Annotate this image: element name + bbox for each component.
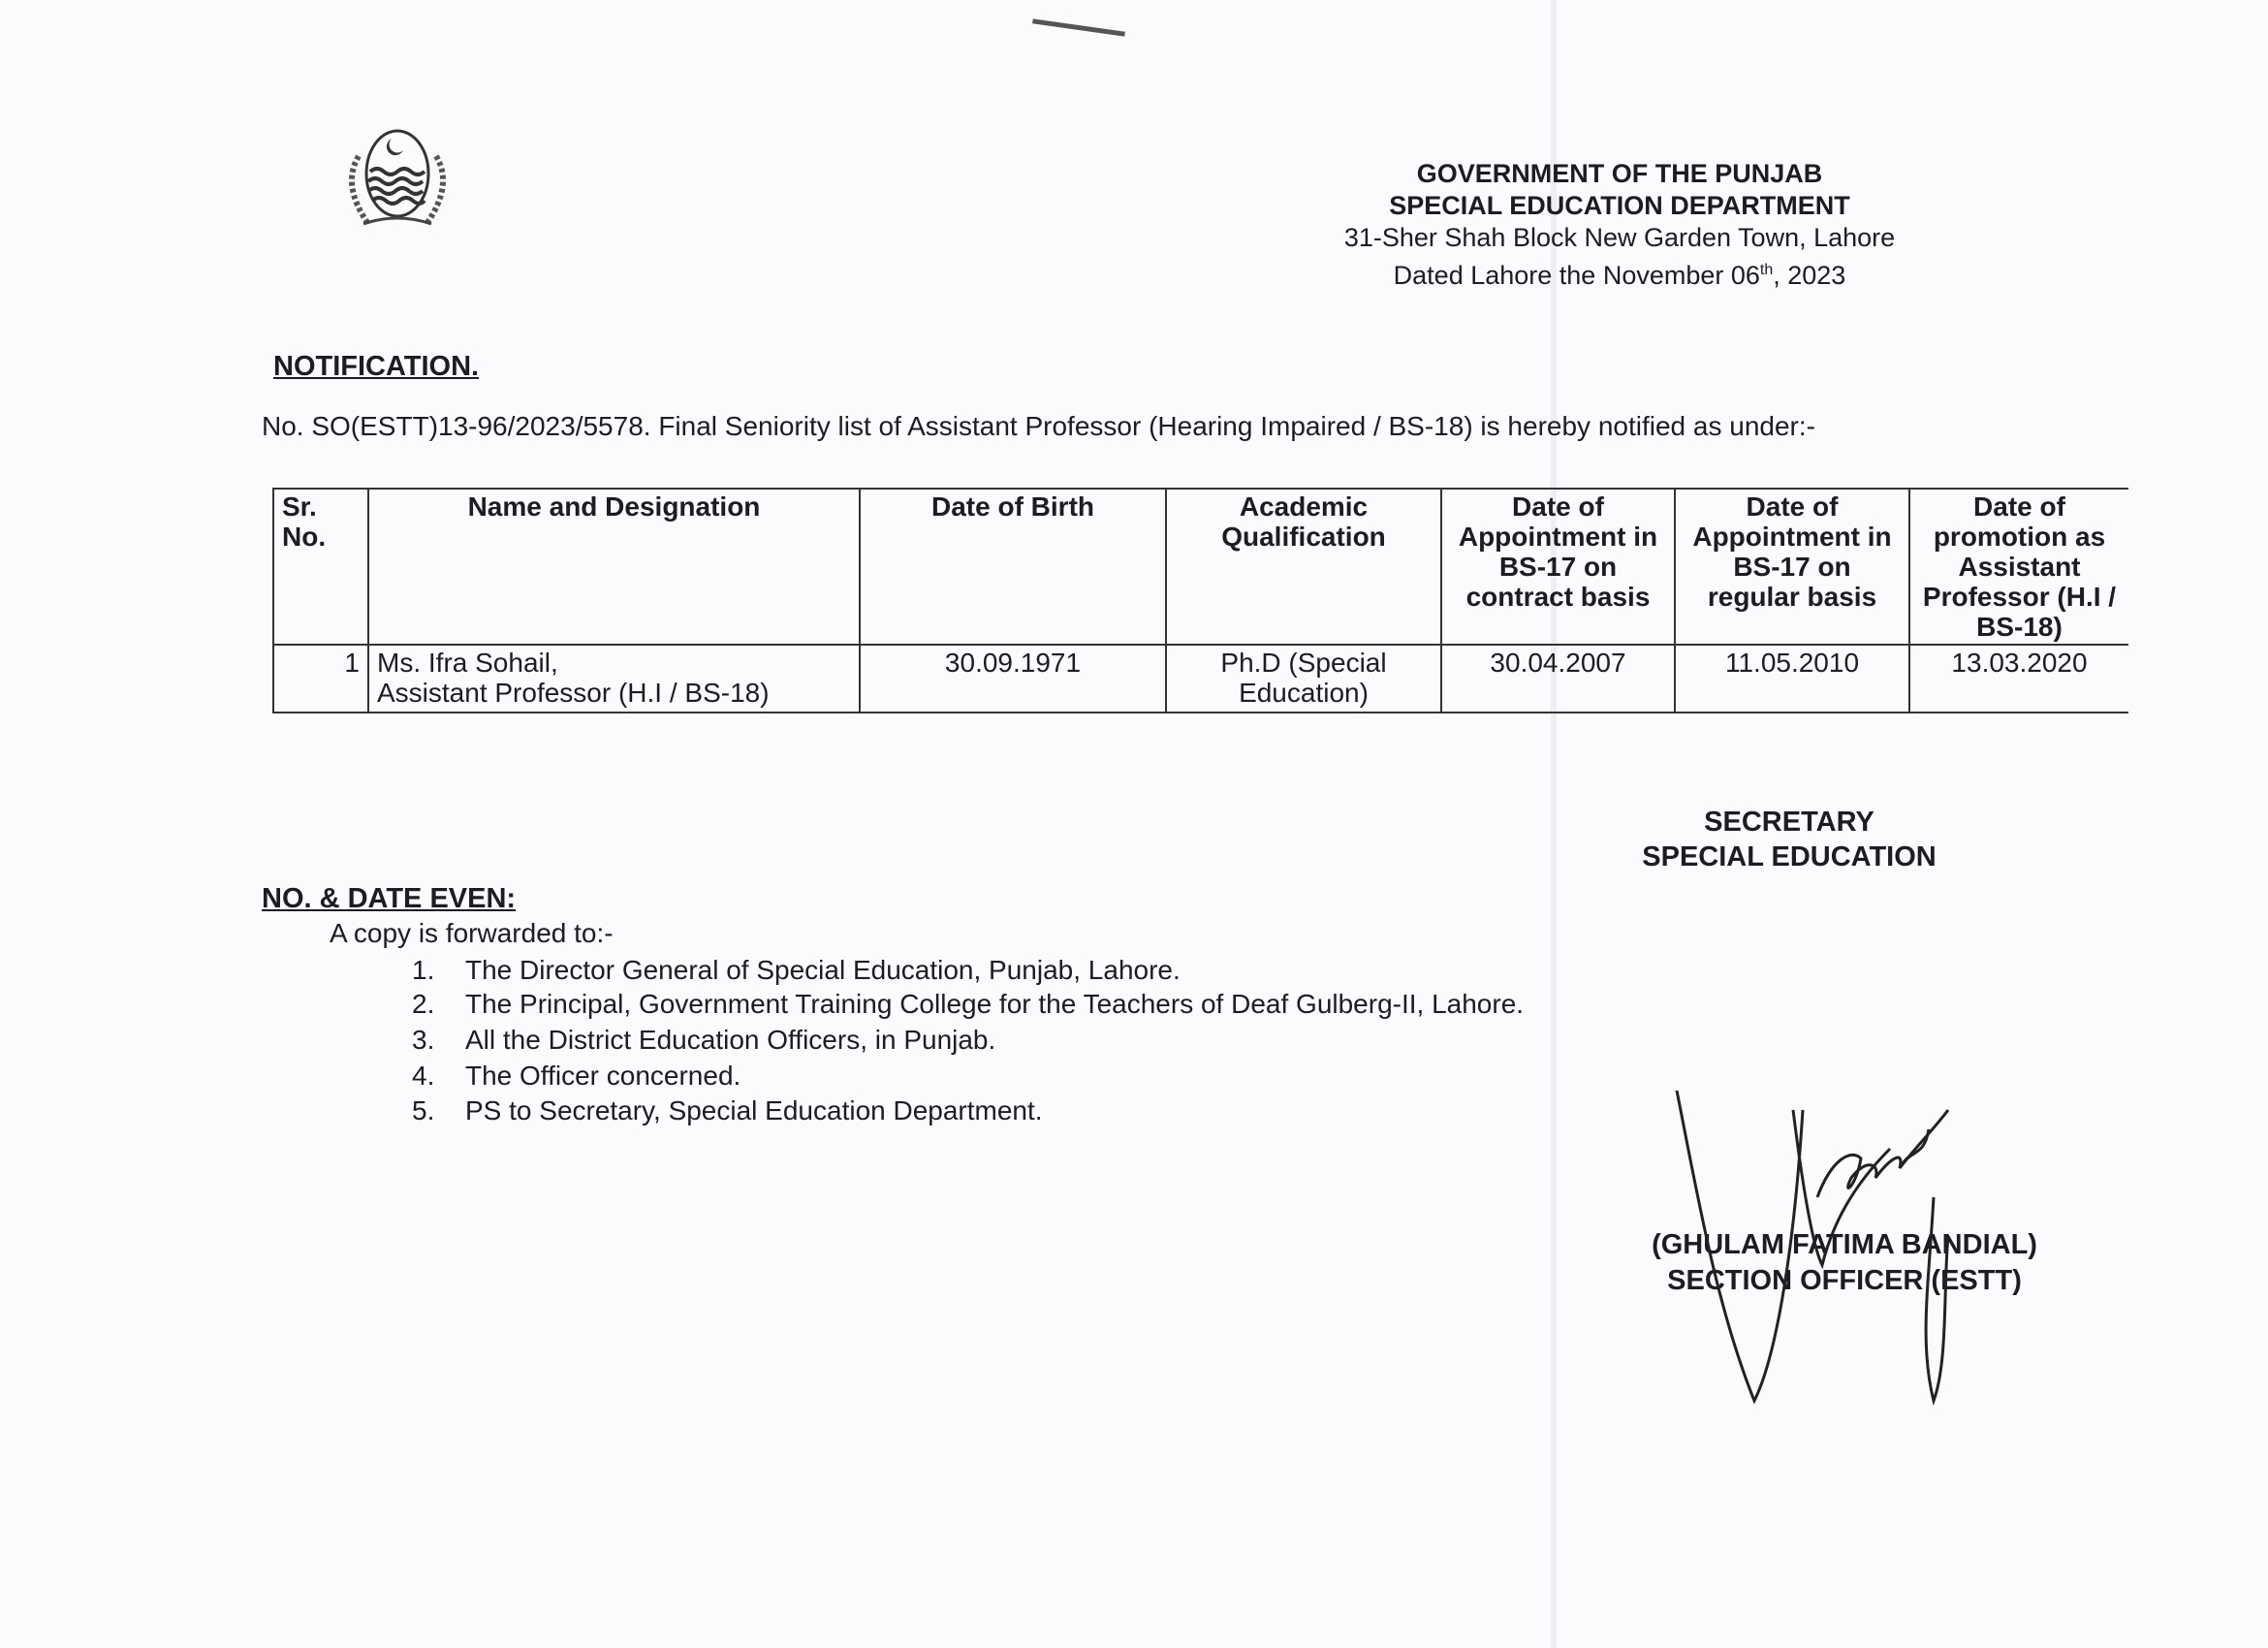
signatory-title: SECTION OFFICER (ESTT) [1667, 1265, 2022, 1296]
cell-name [368, 645, 860, 713]
secretary-block [1595, 805, 1983, 874]
item-number: 4. [412, 1061, 435, 1091]
date-year: , 2023 [1773, 261, 1846, 290]
item-number: 5. [412, 1095, 435, 1125]
col-regular: Date of Appointment in BS-17 on regular basis [1675, 489, 1909, 645]
copy-intro: A copy is forwarded to:- [330, 918, 614, 948]
col-promotion: Date of promotion as Assistant Professor (H.I / BS-18) [1909, 489, 2128, 645]
secretary-department: SPECIAL EDUCATION [1642, 841, 1937, 872]
header-address: 31-Sher Shah Block New Garden Town, Lahore [1343, 223, 1896, 252]
item-text: PS to Secretary, Special Education Department. [465, 1095, 1043, 1125]
cell-promotion: 13.03.2020 [1909, 645, 2128, 713]
header-government: GOVERNMENT OF THE PUNJAB [1416, 159, 1823, 188]
item-number: 1. [412, 955, 435, 985]
col-dob: Date of Birth [860, 489, 1166, 645]
col-qualification: Academic Qualification [1166, 489, 1441, 645]
handwritten-signature [1657, 1071, 1997, 1410]
seniority-table [272, 488, 2128, 713]
date-text: Dated Lahore the November 06 [1393, 261, 1760, 290]
item-text: The Director General of Special Education, Punjab, Lahore. [465, 955, 1181, 985]
cell-sr: 1 [273, 645, 368, 713]
item-number: 3. [412, 1025, 435, 1055]
cell-dob: 30.09.1971 [860, 645, 1166, 713]
col-name: Name and Designation [368, 489, 860, 645]
item-text: All the District Education Officers, in Punjab. [465, 1025, 996, 1055]
secretary-title: SECRETARY [1704, 807, 1874, 838]
header-department: SPECIAL EDUCATION DEPARTMENT [1389, 191, 1850, 220]
cell-contract: 30.04.2007 [1441, 645, 1675, 713]
item-text: The Principal, Government Training College for the Teachers of Deaf Gulberg-II, Lahore. [465, 989, 1525, 1019]
notification-heading: NOTIFICATION. [273, 351, 480, 382]
signatory-name: (GHULAM FATIMA BANDIAL) [1652, 1229, 2037, 1260]
col-sr: Sr. No. [273, 489, 368, 645]
employee-name: Ms. Ifra Sohail, [377, 648, 558, 678]
notification-text: No. SO(ESTT)13-96/2023/5578. Final Seniority list of Assistant Professor (Hearing Impaired / BS-18) is hereby notified as under:- [262, 411, 1815, 441]
table-row [273, 645, 2128, 713]
item-number: 2. [412, 989, 435, 1019]
date-sup: th [1759, 262, 1774, 278]
copy-heading: NO. & DATE EVEN: [262, 883, 517, 914]
col-contract: Date of Appointment in BS-17 on contract basis [1441, 489, 1675, 645]
table-header-row [273, 489, 2128, 645]
header-date [1232, 254, 2007, 292]
item-text: The Officer concerned. [465, 1061, 741, 1091]
punjab-emblem-logo [330, 127, 465, 234]
cell-regular: 11.05.2010 [1675, 645, 1909, 713]
staple-mark [1032, 18, 1125, 36]
employee-designation: Assistant Professor (H.I / BS-18) [377, 678, 770, 708]
cell-qualification: Ph.D (Special Education) [1166, 645, 1441, 713]
